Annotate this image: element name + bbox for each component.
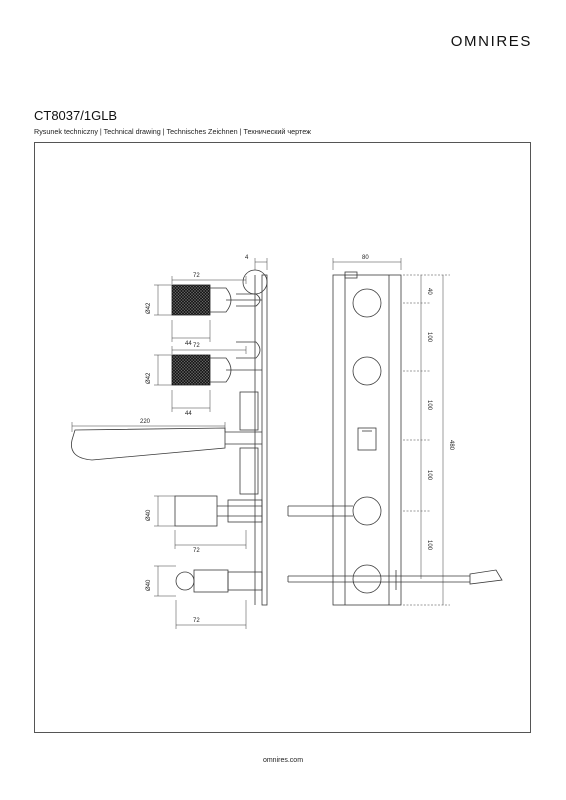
front-view [288,258,502,605]
side-handle-2 [172,355,210,385]
side-view [71,258,267,629]
brand-logo: OMNIRES [450,33,532,50]
front-knob-3 [353,497,381,525]
side-outlet-knob [176,572,194,590]
hand-shower-head [470,570,502,584]
front-knob-2 [353,357,381,385]
dim-front-spacing-4: 100 [426,540,432,551]
dim-outlet-width: 72 [193,618,200,624]
front-knob-1 [353,289,381,317]
side-diverter [175,496,217,526]
side-wall-plate [262,275,267,605]
dim-handle1-width: 72 [193,273,200,279]
dim-front-spacing-2: 100 [426,400,432,411]
side-spout [71,428,225,460]
product-code: CT8037/1GLB [34,108,118,123]
front-knob-4 [353,565,381,593]
dim-front-spacing-3: 100 [426,470,432,481]
dim-side-top-plate: 4 [245,255,249,261]
dim-front-width: 80 [362,255,369,261]
dim-outlet-diameter: Ø40 [146,579,152,591]
footer-url: omnires.com [262,757,304,764]
side-handle-1 [172,285,210,315]
dim-spout-length: 220 [140,419,151,425]
dim-front-spacing-1: 100 [426,332,432,343]
dim-diverter-width: 72 [193,548,200,554]
front-plate [333,275,401,605]
dim-diverter-diameter: Ø40 [146,509,152,521]
drawing-subtitle: Rysunek techniczny | Technical drawing | Technisches Zeichnen | Технический чертеж [34,127,311,136]
dim-handle2-depth: 44 [185,411,192,417]
dim-handle2-diameter: Ø42 [146,372,152,384]
dim-handle1-diameter: Ø42 [146,302,152,314]
dim-handle1-depth: 44 [185,341,192,347]
dim-front-total-height: 480 [448,440,454,451]
dim-handle2-width: 72 [193,343,200,349]
dim-front-top-offset: 40 [426,288,432,295]
